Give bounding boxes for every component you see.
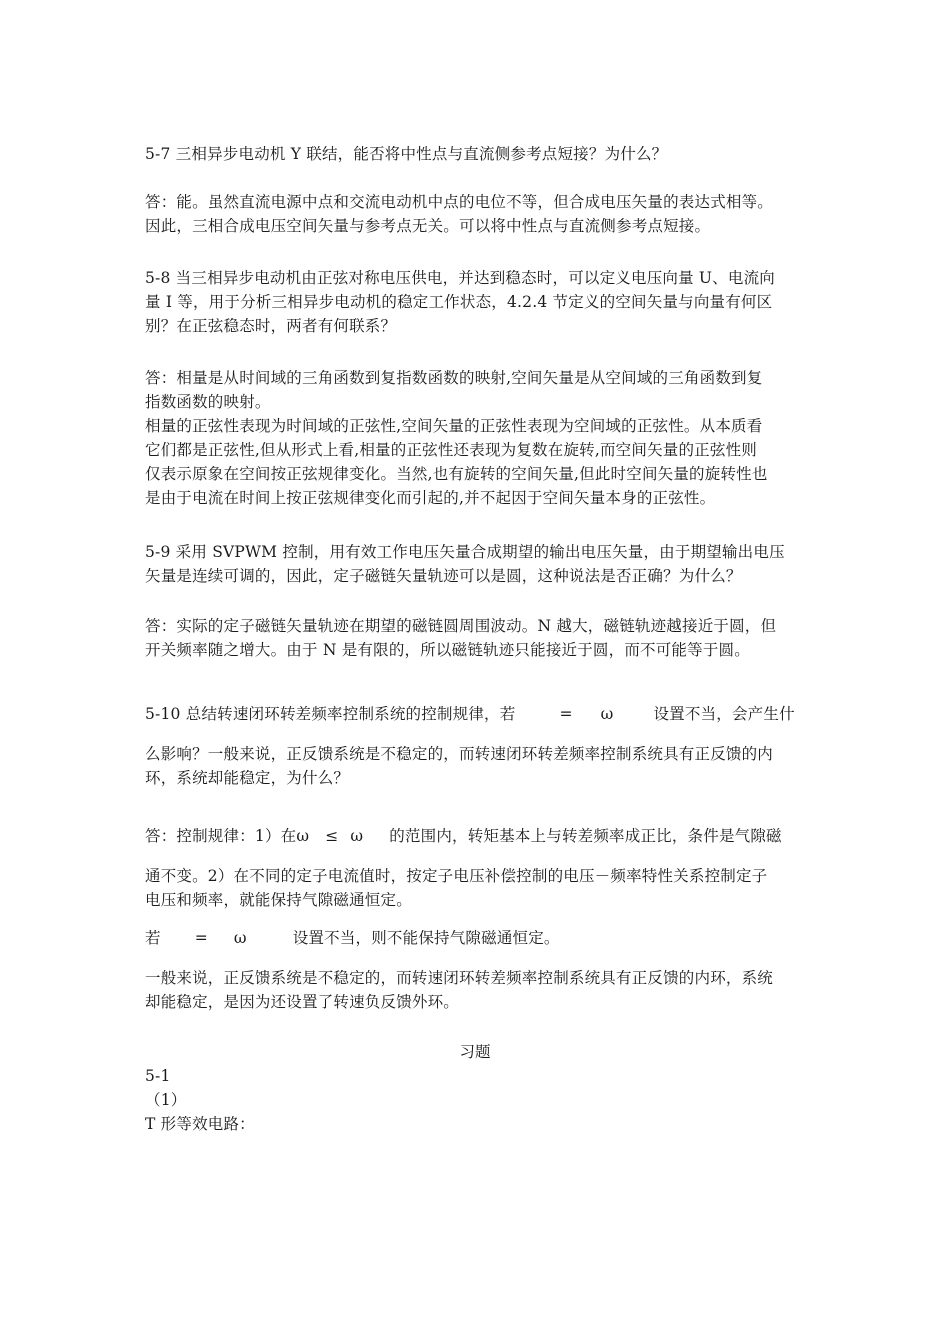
- answer-text: 若: [145, 929, 161, 947]
- question-line-with-formula: [145, 702, 813, 726]
- answer-line: 是由于电流在时间上按正弦规律变化而引起的,并不起因于空间矢量本身的正弦性。: [145, 489, 716, 507]
- omega-symbol: ω: [233, 929, 247, 947]
- answer-line: 电压和频率，就能保持气隙磁通恒定。: [145, 891, 412, 909]
- exercise-text: T 形等效电路：: [145, 1115, 255, 1133]
- question-line: 环，系统却能稳定，为什么？: [145, 769, 350, 787]
- question-line: 5-8 当三相异步电动机由正弦对称电压供电，并达到稳态时，可以定义电压向量 U、电流向: [145, 269, 775, 287]
- answer-line: 因此，三相合成电压空间矢量与参考点无关。可以将中性点与直流侧参考点短接。: [145, 217, 711, 235]
- answer-5-10-line-1: [145, 824, 813, 848]
- answer-line-with-formula: [145, 824, 813, 848]
- answer-line-with-formula: [145, 926, 813, 950]
- answer-line: 相量的正弦性表现为时间域的正弦性,空间矢量的正弦性表现为空间域的正弦性。从本质看: [145, 417, 763, 435]
- omega-symbol: ω: [600, 705, 614, 723]
- exercise-subitem: （1）: [145, 1091, 187, 1109]
- answer-5-10-line-4: [145, 926, 813, 950]
- answer-line: 仅表示原象在空间按正弦规律变化。当然,也有旋转的空间矢量,但此时空间矢量的旋转性也: [145, 465, 768, 483]
- exercises-section: [145, 1064, 813, 1136]
- answer-line: 指数函数的映射。: [145, 393, 271, 411]
- question-line: 别？在正弦稳态时，两者有何联系？: [145, 317, 397, 335]
- answer-line: 一般来说，正反馈系统是不稳定的，而转速闭环转差频率控制系统具有正反馈的内环，系统: [145, 969, 774, 987]
- answer-line: 却能稳定，是因为还设置了转速负反馈外环。: [145, 993, 460, 1011]
- exercises-heading: 习题: [459, 1043, 491, 1061]
- equals-symbol: =: [194, 929, 208, 947]
- question-5-9: [145, 540, 813, 588]
- question-line: 么影响？一般来说，正反馈系统是不稳定的，而转速闭环转差频率控制系统具有正反馈的内: [145, 745, 774, 763]
- question-line: 5-9 采用 SVPWM 控制，用有效工作电压矢量合成期望的输出电压矢量，由于期望输出电压: [145, 543, 785, 561]
- answer-5-8: [145, 366, 813, 510]
- question-5-7: [145, 142, 813, 166]
- question-text: 设置不当，会产生什: [653, 705, 795, 723]
- omega-symbol: ω: [350, 827, 364, 845]
- question-5-10-continued: [145, 742, 813, 790]
- question-line: 矢量是连续可调的，因此，定子磁链矢量轨迹可以是圆，这种说法是否正确？为什么？: [145, 567, 742, 585]
- answer-line: 答：实际的定子磁链矢量轨迹在期望的磁链圆周围波动。N 越大，磁链轨迹越接近于圆，但: [145, 617, 777, 635]
- answer-5-10-lines: [145, 864, 813, 912]
- answer-line: 它们都是正弦性,但从形式上看,相量的正弦性还表现为复数在旋转,而空间矢量的正弦性则: [145, 441, 757, 459]
- omega-symbol: ω: [296, 827, 310, 845]
- answer-text: 设置不当，则不能保持气隙磁通恒定。: [292, 929, 560, 947]
- answer-text: 的范围内，转矩基本上与转差频率成正比，条件是气隙磁: [389, 827, 782, 845]
- question-line: 量 I 等，用于分析三相异步电动机的稳定工作状态，4.2.4 节定义的空间矢量与向量有何区: [145, 293, 773, 311]
- answer-5-7: [145, 190, 813, 238]
- equals-symbol: =: [559, 705, 573, 723]
- answer-line: 答：相量是从时间域的三角函数到复指数函数的映射,空间矢量是从空间域的三角函数到复: [145, 369, 763, 387]
- answer-5-10-conclusion: [145, 966, 813, 1014]
- answer-line: 开关频率随之增大。由于 N 是有限的，所以磁链轨迹只能接近于圆，而不可能等于圆。: [145, 641, 750, 659]
- question-text: 5-10 总结转速闭环转差频率控制系统的控制规律，若: [145, 705, 516, 723]
- answer-line: 答：能。虽然直流电源中点和交流电动机中点的电位不等，但合成电压矢量的表达式相等。: [145, 193, 774, 211]
- answer-line: 通不变。2）在不同的定子电流值时，按定子电压补偿控制的电压－频率特性关系控制定子: [145, 867, 768, 885]
- exercise-number: 5-1: [145, 1067, 171, 1085]
- question-text: 5-7 三相异步电动机 Y 联结，能否将中性点与直流侧参考点短接？为什么？: [145, 145, 668, 163]
- question-5-8: [145, 266, 813, 338]
- question-5-10: [145, 702, 813, 726]
- answer-5-9: [145, 614, 813, 662]
- answer-text: 答：控制规律：1）在: [145, 827, 297, 845]
- less-equal-symbol: ≤: [325, 827, 339, 845]
